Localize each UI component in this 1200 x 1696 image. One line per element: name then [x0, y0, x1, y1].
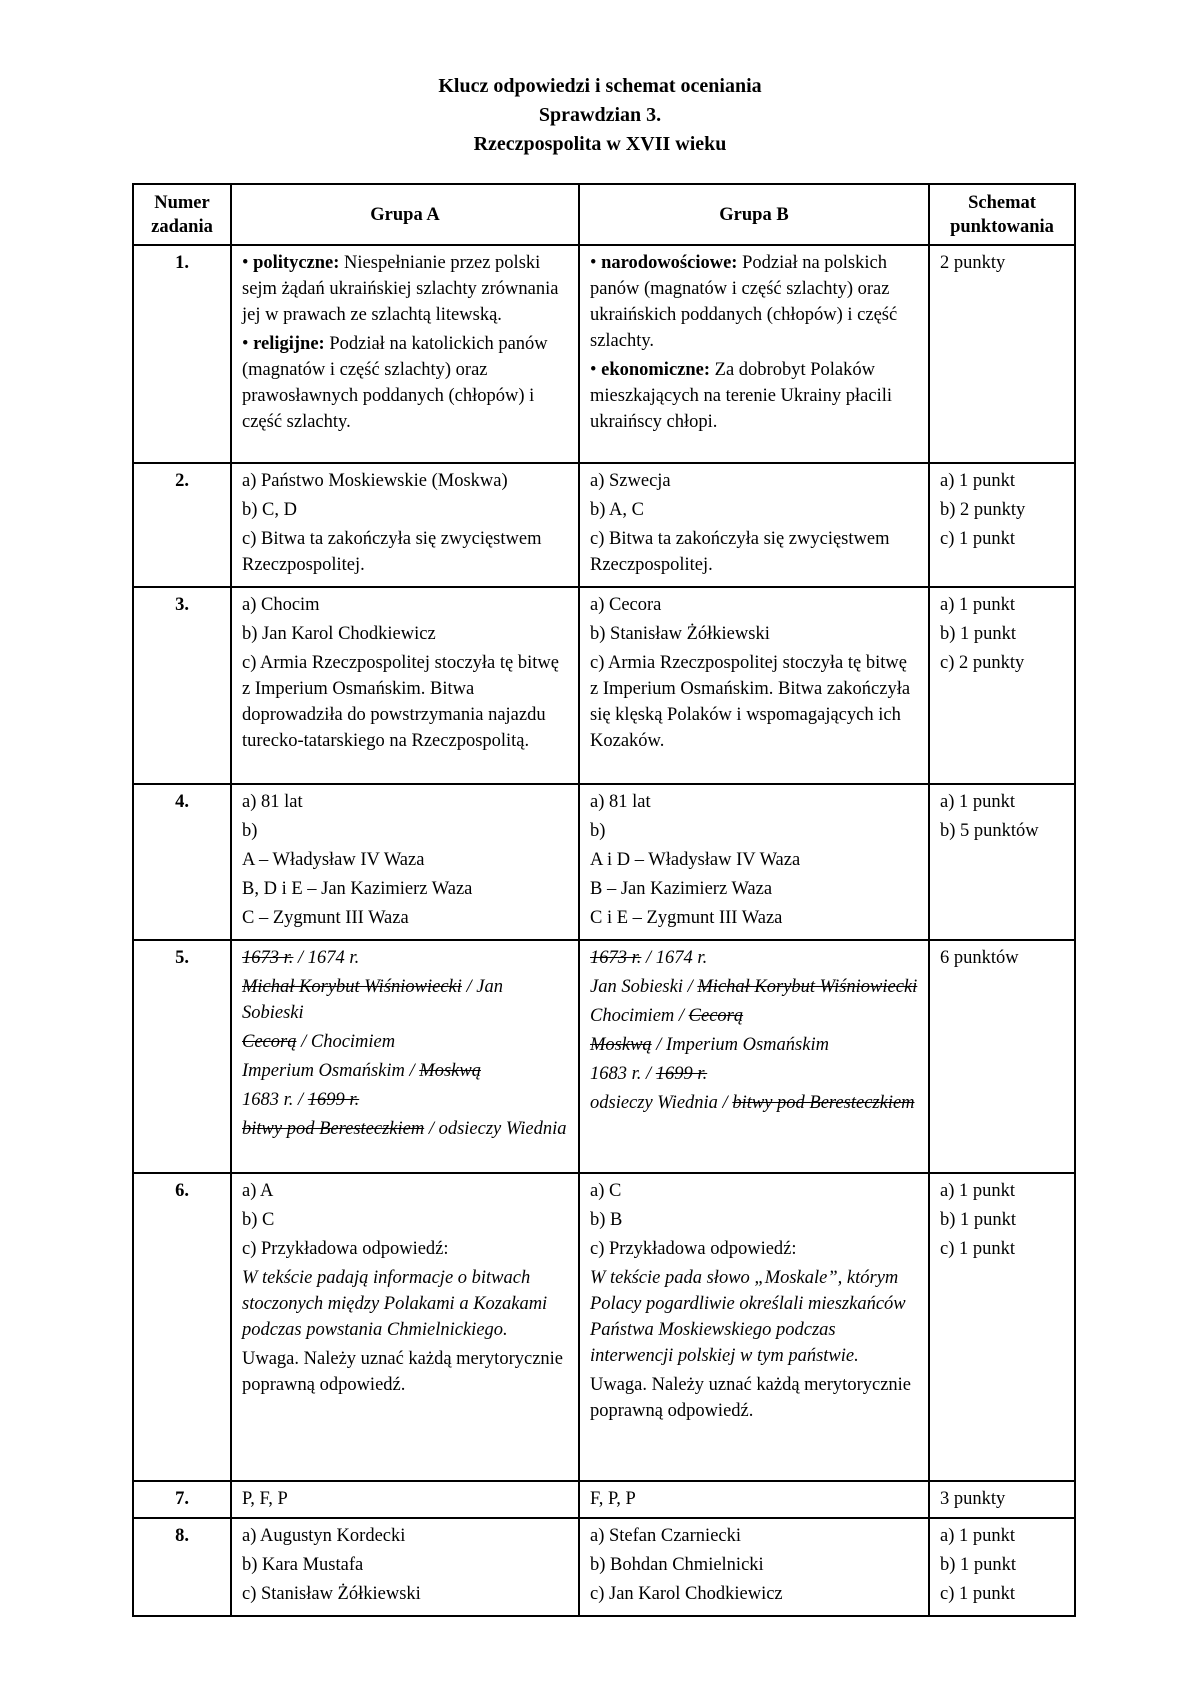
answer-line: a) Chocim — [242, 595, 320, 615]
example-answer: W tekście pada słowo „Moskale”, którym Polacy pogardliwie określali mieszkańców Państwa Moskiewskiego podczas interwencji polskiej w tym państwie. — [590, 1268, 906, 1366]
answer-line — [242, 1116, 568, 1142]
score-line: a) 1 punkt — [940, 595, 1016, 615]
answer-line: b) C, D — [242, 500, 297, 520]
correct-option: / 1674 r. — [293, 948, 360, 968]
example-answer: W tekście padają informacje o bitwach stoczonych między Polakami a Kozakami podczas powstania Chmielnickiego. — [242, 1268, 548, 1340]
task-number: 5. — [133, 940, 231, 1173]
score-line: b) 2 punkty — [940, 500, 1026, 520]
score-line: c) 1 punkt — [940, 529, 1016, 549]
bullet-item: • ekonomiczne: Za dobrobyt Polaków mieszkających na terenie Ukrainy płacili ukraińscy chłopi. — [590, 360, 893, 432]
title-line-3: Rzeczpospolita w XVII wieku — [473, 133, 727, 155]
score-cell — [929, 1518, 1075, 1616]
correct-option: / 1674 r. — [641, 948, 708, 968]
bullet-text: Niespełnianie przez polski sejm żądań ukraińskiej szlachty zrównania jej w prawach ze szlachtą litewską. — [242, 253, 559, 325]
header-group-b: Grupa B — [579, 184, 929, 245]
task-number: 3. — [133, 587, 231, 784]
grading-note: Uwaga. Należy uznać każdą merytorycznie poprawną odpowiedź. — [590, 1375, 912, 1421]
group-a-answer — [231, 1518, 579, 1616]
answer-line: B, D i E – Jan Kazimierz Waza — [242, 879, 473, 899]
table-row — [133, 245, 1075, 463]
answer-line: b) Jan Karol Chodkiewicz — [242, 624, 436, 644]
group-a-answer — [231, 587, 579, 784]
group-b-answer — [579, 1173, 929, 1481]
bullet-item: • narodowościowe: Podział na polskich panów (magnatów i część szlachty) oraz ukraińskich poddanych (chłopów) i część szlachty. — [590, 253, 898, 351]
header-num-line1: Numer — [154, 192, 210, 213]
bullet-text: Za dobrobyt Polaków mieszkających na terenie Ukrainy płacili ukraińscy chłopi. — [590, 360, 893, 432]
struck-option: Cecorą — [242, 1032, 297, 1052]
answer-key-table — [132, 183, 1076, 1617]
answer-line: a) C — [590, 1181, 622, 1201]
answer-line — [590, 945, 918, 971]
group-a-answer — [231, 245, 579, 463]
answer-line: c) Przykładowa odpowiedź: — [590, 1239, 797, 1259]
correct-option: / Imperium Osmańskim — [651, 1035, 829, 1055]
answer-line: b) Bohdan Chmielnicki — [590, 1555, 764, 1575]
answer-line: a) 81 lat — [242, 792, 303, 812]
header-task-number — [133, 184, 231, 245]
answer-line: a) 81 lat — [590, 792, 651, 812]
document-title — [0, 72, 1200, 159]
answer-line: a) A — [242, 1181, 274, 1201]
answer-line: c) Przykładowa odpowiedź: — [242, 1239, 449, 1259]
bullet-label: polityczne: — [253, 253, 340, 273]
answer-line: c) Stanisław Żółkiewski — [242, 1584, 421, 1604]
score-cell — [929, 587, 1075, 784]
answer-line: a) Szwecja — [590, 471, 671, 491]
answer-line: b) B — [590, 1210, 623, 1230]
answer-line: c) Armia Rzeczpospolitej stoczyła tę bitwę z Imperium Osmańskim. Bitwa doprowadziła do powstrzymania najazdu turecko-tatarskiego na Rzeczpospolitą. — [242, 653, 559, 751]
answer-line: b) C — [242, 1210, 275, 1230]
answer-line — [242, 1058, 568, 1084]
answer-line — [242, 974, 568, 1026]
correct-option: odsieczy Wiednia / — [590, 1093, 733, 1113]
table-row — [133, 1173, 1075, 1481]
answer-line: a) Augustyn Kordecki — [242, 1526, 406, 1546]
score-line: a) 1 punkt — [940, 1181, 1016, 1201]
answer-line: b) Stanisław Żółkiewski — [590, 624, 770, 644]
group-b-answer — [579, 784, 929, 940]
bullet-label: narodowościowe: — [601, 253, 738, 273]
answer-line — [590, 974, 918, 1000]
correct-option: Jan Sobieski / — [590, 977, 698, 997]
table-row — [133, 1518, 1075, 1616]
table-row — [133, 784, 1075, 940]
group-a-answer: P, F, P — [231, 1481, 579, 1518]
group-b-answer — [579, 463, 929, 587]
bullet-label: religijne: — [253, 334, 325, 354]
struck-option: bitwy pod Beresteczkiem — [732, 1093, 915, 1113]
bullet-label: ekonomiczne: — [601, 360, 711, 380]
task-number: 7. — [133, 1481, 231, 1518]
task-number: 1. — [133, 245, 231, 463]
answer-line: b) A, C — [590, 500, 644, 520]
answer-line: b) — [242, 821, 258, 841]
score-line: c) 1 punkt — [940, 1584, 1016, 1604]
struck-option: Michał Korybut Wiśniowiecki — [242, 977, 462, 997]
score: 3 punkty — [929, 1481, 1075, 1518]
answer-line: c) Armia Rzeczpospolitej stoczyła tę bitwę z Imperium Osmańskim. Bitwa zakończyła się klęską Polaków i wspomagających ich Kozaków. — [590, 653, 911, 751]
group-a-answer — [231, 940, 579, 1173]
struck-option: 1699 r. — [307, 1090, 360, 1110]
correct-option: / odsieczy Wiednia — [424, 1119, 567, 1139]
score-line: a) 1 punkt — [940, 471, 1016, 491]
answer-line: b) — [590, 821, 606, 841]
struck-option: Moskwą — [590, 1035, 652, 1055]
correct-option: Imperium Osmańskim / — [242, 1061, 420, 1081]
group-a-answer — [231, 784, 579, 940]
grading-note: Uwaga. Należy uznać każdą merytorycznie poprawną odpowiedź. — [242, 1349, 564, 1395]
answer-line — [242, 945, 568, 971]
title-line-1: Klucz odpowiedzi i schemat oceniania — [438, 75, 762, 97]
answer-line — [590, 1090, 918, 1116]
answer-line — [242, 1087, 568, 1113]
group-b-answer — [579, 940, 929, 1173]
answer-line — [242, 1029, 568, 1055]
header-score-line1: Schemat — [968, 192, 1036, 213]
bullet-item: • religijne: Podział na katolickich panów (magnatów i część szlachty) oraz prawosławnych poddanych (chłopów) i część szlachty. — [242, 334, 548, 432]
group-b-answer — [579, 587, 929, 784]
score-cell — [929, 463, 1075, 587]
task-number: 8. — [133, 1518, 231, 1616]
correct-option: Chocimiem / — [590, 1006, 689, 1026]
struck-option: bitwy pod Beresteczkiem — [242, 1119, 425, 1139]
header-score-line2: punktowania — [950, 216, 1054, 237]
header-scoring — [929, 184, 1075, 245]
answer-line — [590, 1032, 918, 1058]
task-number: 2. — [133, 463, 231, 587]
answer-line: C i E – Zygmunt III Waza — [590, 908, 783, 928]
correct-option: 1683 r. / — [242, 1090, 308, 1110]
task-number: 6. — [133, 1173, 231, 1481]
score-line: b) 1 punkt — [940, 624, 1017, 644]
answer-line: B – Jan Kazimierz Waza — [590, 879, 773, 899]
group-a-answer — [231, 1173, 579, 1481]
answer-line — [590, 1061, 918, 1087]
answer-line: c) Bitwa ta zakończyła się zwycięstwem Rzeczpospolitej. — [242, 529, 542, 575]
header-row — [133, 184, 1075, 245]
table-row — [133, 1481, 1075, 1518]
score-line: a) 1 punkt — [940, 1526, 1016, 1546]
score-line: c) 1 punkt — [940, 1239, 1016, 1259]
correct-option: 1683 r. / — [590, 1064, 656, 1084]
struck-option: 1673 r. — [590, 948, 642, 968]
table-row — [133, 587, 1075, 784]
answer-line: c) Jan Karol Chodkiewicz — [590, 1584, 783, 1604]
score-cell — [929, 1173, 1075, 1481]
score-line: b) 1 punkt — [940, 1210, 1017, 1230]
bullet-text: Podział na polskich panów (magnatów i część szlachty) oraz ukraińskich poddanych (chłopów) i część szlachty. — [590, 253, 898, 351]
group-a-answer — [231, 463, 579, 587]
task-number: 4. — [133, 784, 231, 940]
header-num-line2: zadania — [151, 216, 213, 237]
bullet-text: Podział na katolickich panów (magnatów i część szlachty) oraz prawosławnych poddanych (chłopów) i część szlachty. — [242, 334, 548, 432]
struck-option: Cecorą — [688, 1006, 744, 1026]
correct-option: / Jan Sobieski — [242, 977, 504, 1023]
score-line: c) 2 punkty — [940, 653, 1025, 673]
struck-option: Michał Korybut Wiśniowiecki — [697, 977, 918, 997]
struck-option: 1699 r. — [655, 1064, 708, 1084]
score-line: a) 1 punkt — [940, 792, 1016, 812]
answer-line: a) Cecora — [590, 595, 662, 615]
score: 6 punktów — [929, 940, 1075, 1173]
table-row — [133, 463, 1075, 587]
struck-option: Moskwą — [419, 1061, 481, 1081]
answer-line: b) Kara Mustafa — [242, 1555, 364, 1575]
struck-option: 1673 r. — [242, 948, 294, 968]
group-b-answer — [579, 245, 929, 463]
title-line-2: Sprawdzian 3. — [538, 104, 662, 126]
answer-line: a) Państwo Moskiewskie (Moskwa) — [242, 471, 508, 491]
answer-line: a) Stefan Czarniecki — [590, 1526, 742, 1546]
score-line: b) 5 punktów — [940, 821, 1039, 841]
answer-line: c) Bitwa ta zakończyła się zwycięstwem Rzeczpospolitej. — [590, 529, 890, 575]
answer-line — [590, 1003, 918, 1029]
header-group-a: Grupa A — [231, 184, 579, 245]
bullet-item: • polityczne: Niespełnianie przez polski sejm żądań ukraińskiej szlachty zrównania jej w prawach ze szlachtą litewską. — [242, 253, 559, 325]
table-row — [133, 940, 1075, 1173]
answer-line: A i D – Władysław IV Waza — [590, 850, 801, 870]
score-line: b) 1 punkt — [940, 1555, 1017, 1575]
score-cell — [929, 784, 1075, 940]
answer-line: A – Władysław IV Waza — [242, 850, 425, 870]
score: 2 punkty — [929, 245, 1075, 463]
group-b-answer: F, P, P — [579, 1481, 929, 1518]
correct-option: / Chocimiem — [296, 1032, 396, 1052]
group-b-answer — [579, 1518, 929, 1616]
answer-line: C – Zygmunt III Waza — [242, 908, 409, 928]
